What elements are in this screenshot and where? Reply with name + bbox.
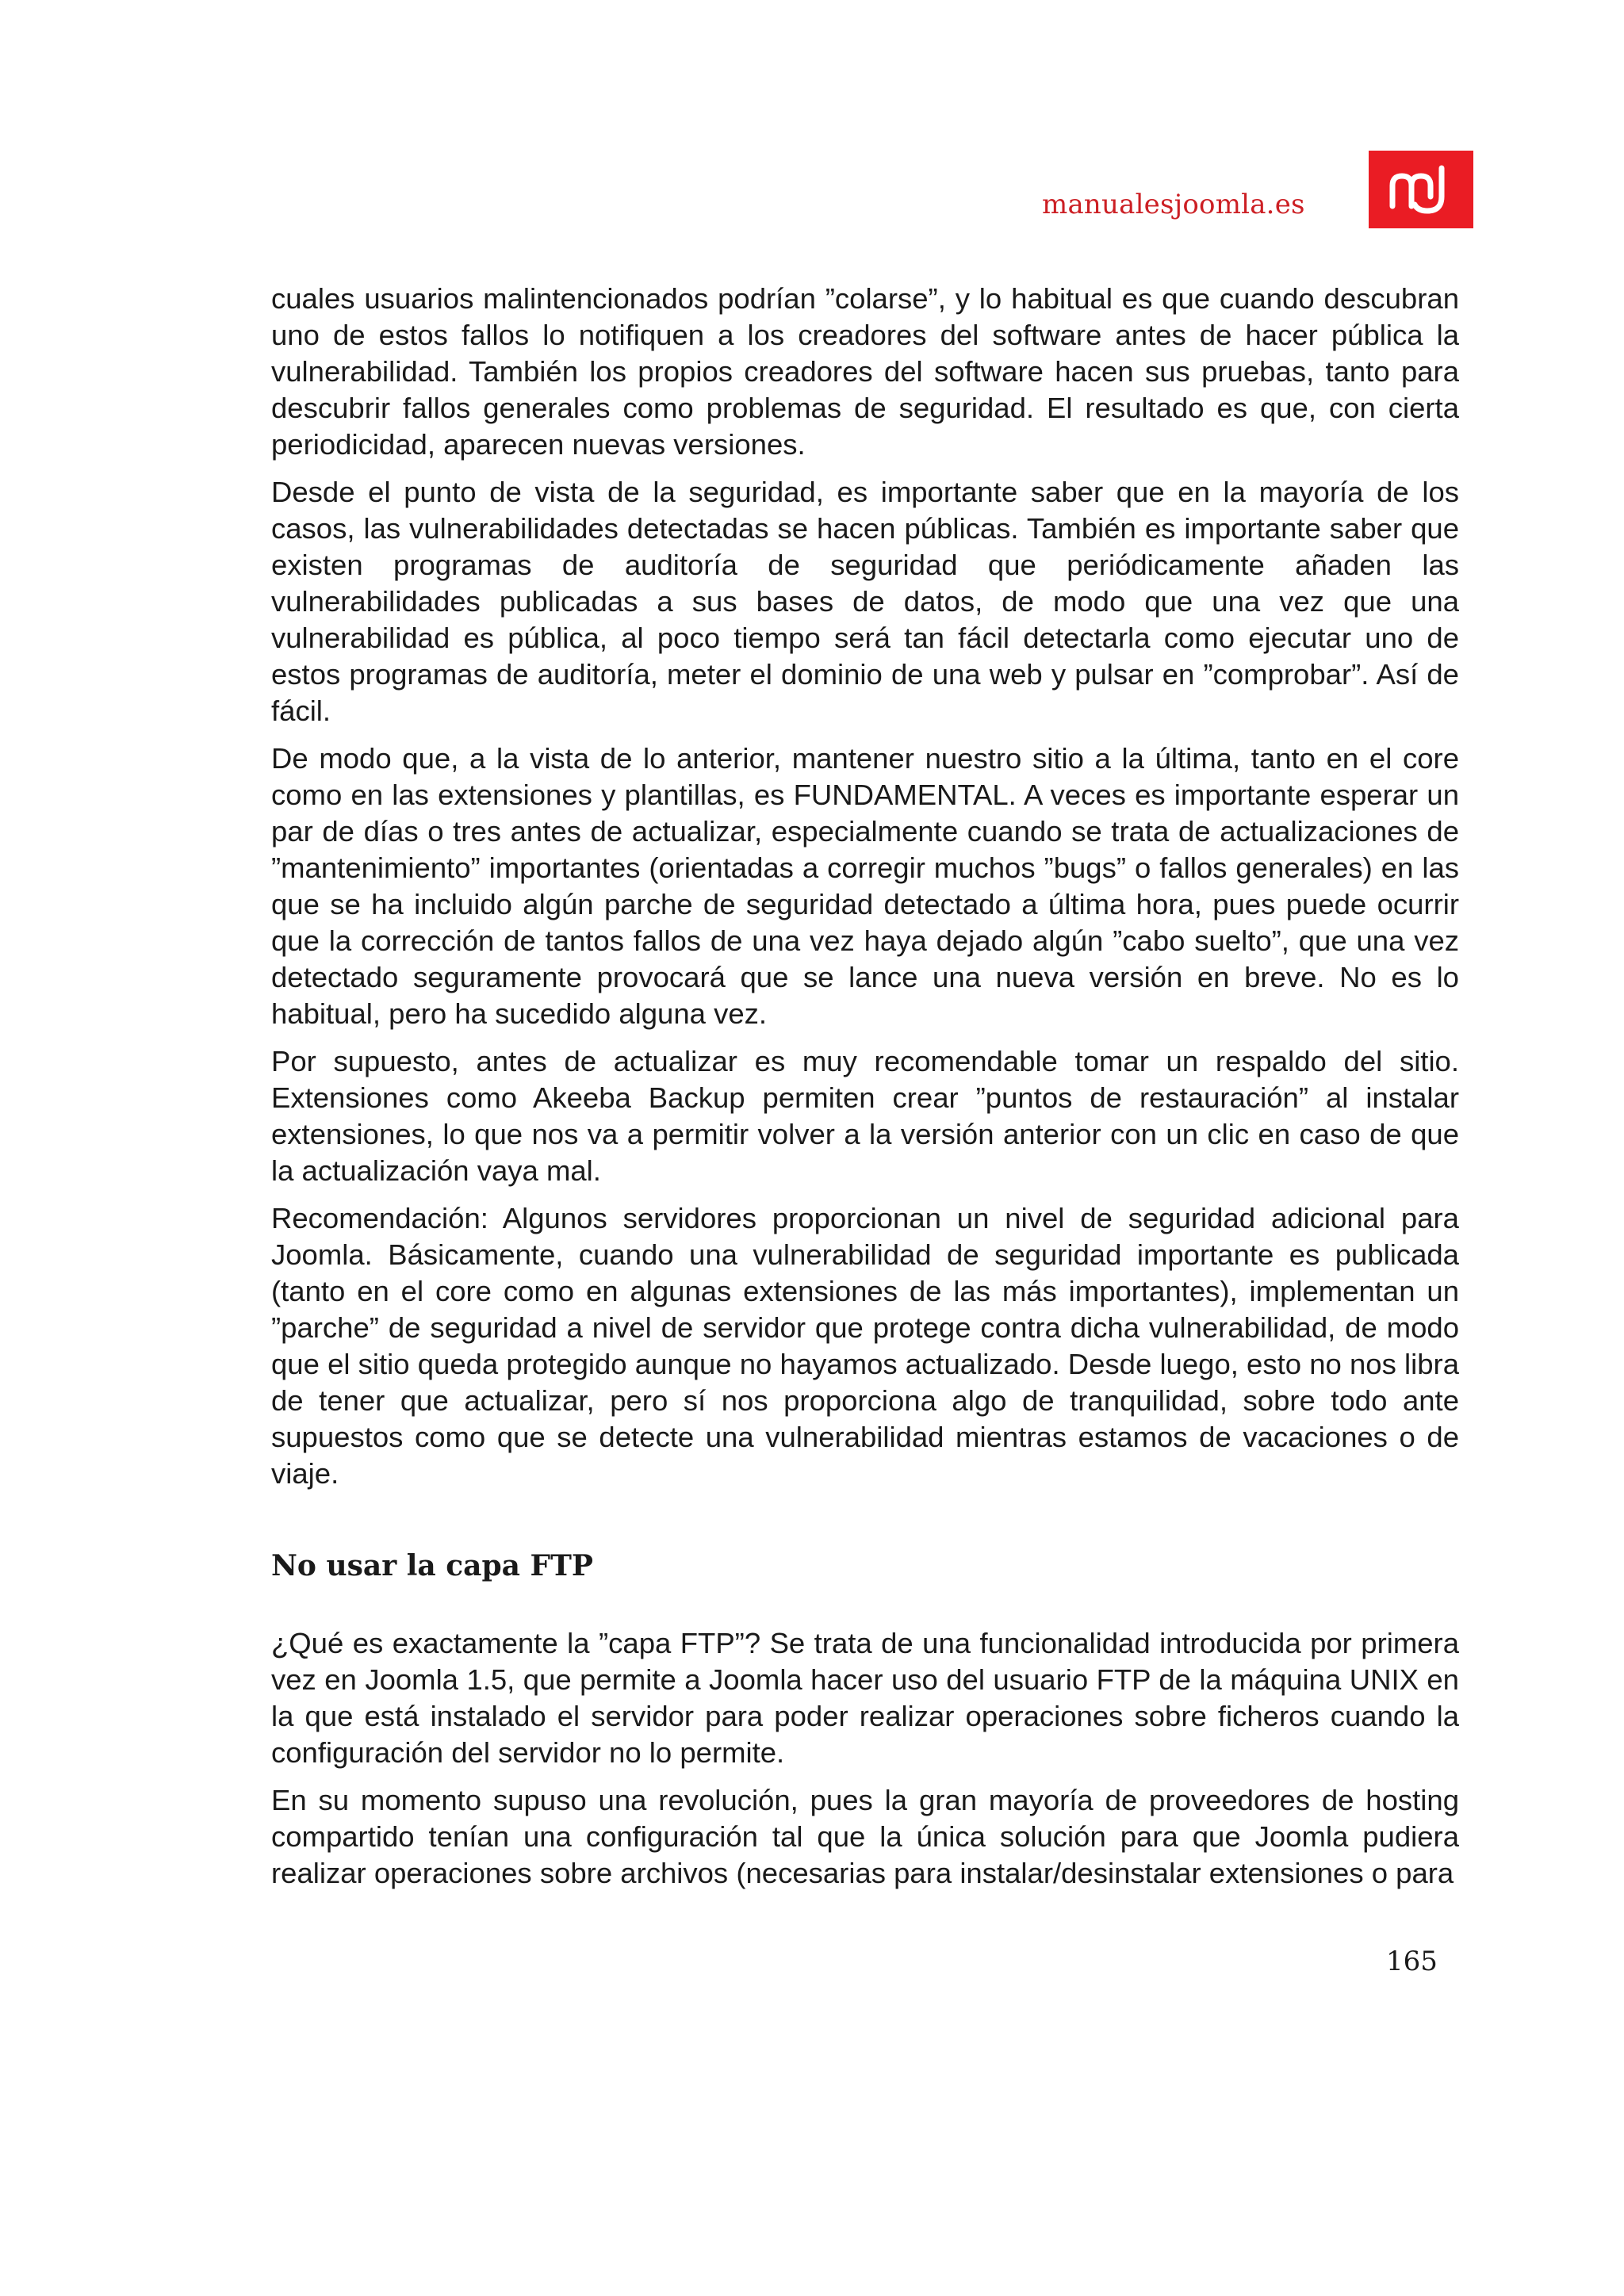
site-name: manualesjoomla.es — [1042, 189, 1305, 220]
paragraph-4: Por supuesto, antes de actualizar es muy recomendable tomar un respaldo del sitio. Extensiones como Akeeba Backup permiten crear ”puntos de restauración” al instalar extensiones, lo que nos va a permitir volver a la versión anterior con un clic en caso de que la actualización vaya mal. — [271, 1045, 1459, 1187]
section-paragraph-1: ¿Qué es exactamente la ”capa FTP”? Se trata de una funcionalidad introducida por primera vez en Joomla 1.5, que permite a Joomla hacer uso del usuario FTP de la máquina UNIX en la que está instalado el servidor para poder realizar operaciones sobre ficheros cuando la configuración del servidor no lo permite. — [271, 1627, 1459, 1769]
logo-mj-icon — [1369, 151, 1473, 228]
paragraph-5: Recomendación: Algunos servidores proporcionan un nivel de seguridad adicional para Joomla. Básicamente, cuando una vulnerabilidad de seguridad importante es publicada (tanto en el core como en algunas extensiones de las más importantes), implementan un ”parche” de seguridad a nivel de servidor que protege contra dicha vulnerabilidad, de modo que el sitio queda protegido aunque no hayamos actualizado. Desde luego, esto no nos libra de tener que actualizar, pero sí nos proporciona algo de tranquilidad, sobre todo ante supuestos como que se detecte una vulnerabilidad mientras estamos de vacaciones o de viaje. — [271, 1202, 1459, 1490]
paragraph-2: Desde el punto de vista de la seguridad, es importante saber que en la mayoría de los casos, las vulnerabilidades detectadas se hacen públicas. También es importante saber que existen programas de auditoría de seguridad que periódicamente añaden las vulnerabilidades publicadas a sus bases de datos, de modo que una vez que una vulnerabilidad es pública, al poco tiempo será tan fácil detectarla como ejecutar uno de estos programas de auditoría, meter el dominio de una web y pulsar en ”comprobar”. Así de fácil. — [271, 476, 1459, 727]
page-number: 165 — [1386, 1946, 1438, 1977]
section-paragraph-2: En su momento supuso una revolución, pues la gran mayoría de proveedores de hosting compartido tenían una configuración tal que la única solución para que Joomla pudiera realizar operaciones sobre archivos (necesarias para instalar/desinstalar extensiones o para — [271, 1784, 1459, 1889]
section-body-text — [271, 1625, 1459, 1903]
paragraph-3: De modo que, a la vista de lo anterior, mantener nuestro sitio a la última, tanto en el core como en las extensiones y plantillas, es FUNDAMENTAL. A veces es importante esperar un par de días o tres antes de actualizar, especialmente cuando se trata de actualizaciones de ”mantenimiento” importantes (orientadas a corregir muchos ”bugs” o fallos generales) en las que se ha incluido algún parche de seguridad detectado a última hora, pues puede ocurrir que la corrección de tantos fallos de una vez haya dejado algún ”cabo suelto”, que una vez detectado seguramente provocará que se lance una nueva versión en breve. No es lo habitual, pero ha sucedido alguna vez. — [271, 742, 1459, 1030]
logo-icon — [1369, 151, 1473, 228]
paragraph-1: cuales usuarios malintencionados podrían ”colarse”, y lo habitual es que cuando descubran uno de estos fallos lo notifiquen a los creadores del software antes de hacer pública la vulnerabilidad. También los propios creadores del software hacen sus pruebas, tanto para descubrir fallos generales como problemas de seguridad. El resultado es que, con cierta periodicidad, aparecen nuevas versiones. — [271, 282, 1459, 461]
section-heading: No usar la capa FTP — [271, 1549, 593, 1582]
body-text — [271, 281, 1459, 1503]
